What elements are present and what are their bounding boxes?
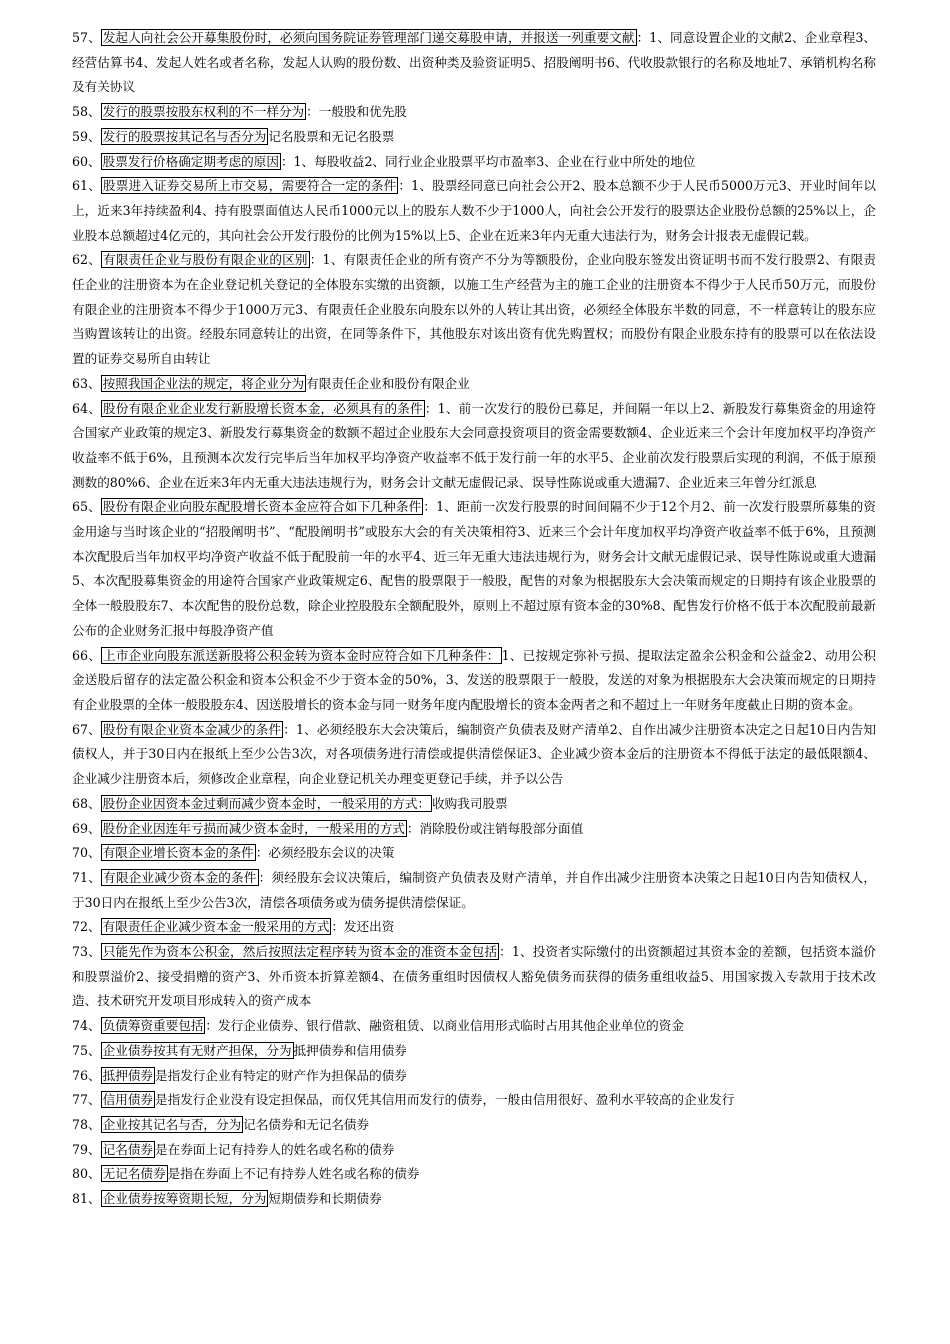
boxed-question: 股票发行价格确定期考虑的原因 — [102, 153, 279, 169]
qa-item — [72, 248, 876, 372]
boxed-question: 有限责任企业减少资本金一般采用的方式 — [102, 919, 330, 935]
boxed-question: 按照我国企业法的规定，将企业分为 — [102, 375, 305, 391]
answer-text: ：消除股份或注销每股部分面值 — [406, 820, 584, 836]
item-number: 79、 — [72, 1141, 101, 1157]
boxed-question: 负债筹资重要包括 — [102, 1018, 204, 1034]
answer-text: 抵押债券和信用债券 — [293, 1042, 407, 1058]
answer-text: ：1、每股收益2、同行业企业股票平均市盈率3、企业在行业中所处的地位 — [280, 153, 696, 169]
qa-item — [72, 915, 876, 940]
boxed-question: 记名债券 — [102, 1141, 153, 1157]
item-number: 62、 — [72, 252, 102, 268]
qa-item — [72, 1088, 876, 1113]
boxed-question: 发起人向社会公开募集股份时，必须向国务院证券管理部门递交募股申请，并报送一列重要文献 — [102, 30, 635, 45]
item-number: 59、 — [72, 128, 101, 144]
item-number: 75、 — [72, 1042, 101, 1058]
answer-text: ：发行企业债券、银行借款、融资租赁、以商业信用形式临时占用其他企业单位的资金 — [205, 1018, 684, 1034]
answer-text: ：1、前一次发行的股份已募足，并间隔一年以上2、新股发行募集资金的用途符合国家产业政策的规定3、新股发行募集资金的数额不超过企业股东大会同意投资项目的资金需要数额4、企业近来三个会计年度加权平均净资产收益率不低于6%，且预测本次发行完毕后当年加权平均净资产收益率不低于发行前一年的水平5、企业前次发行股票后实现的利润，不低于原预测数的80%6、企业在近来3年内无重大违法违规行为，财务会计文献无虚假记录、误导性陈说或重大遗漏7、企业近来三年曾分红派息 — [72, 400, 877, 490]
boxed-question: 只能先作为资本公积金，然后按照法定程序转为资本金的准资本金包括 — [102, 944, 498, 960]
answer-text: ：发还出资 — [331, 919, 395, 935]
qa-item — [72, 817, 876, 842]
answer-text: ：必须经股东会议的决策 — [255, 845, 395, 861]
item-number: 65、 — [72, 499, 101, 515]
item-number: 78、 — [72, 1116, 101, 1132]
answer-text: ：1、投资者实际缴付的出资额超过其资本金的差额，包括资本溢价和股票溢价2、接受捐赠的资产3、外币资本折算差额4、在债务重组时因债权人豁免债务而获得的债务重组收益5、用国家拨入专款用于技术改造、技术研究开发项目形成转入的资产成本 — [72, 944, 877, 1009]
boxed-question: 企业债券按其有无财产担保，分为 — [102, 1042, 292, 1058]
boxed-question: 有限企业减少资本金的条件 — [103, 869, 257, 885]
qa-item — [72, 150, 876, 175]
qa-item — [72, 174, 876, 248]
item-number: 57、 — [72, 30, 101, 45]
answer-text: 记名股票和无记名股票 — [268, 128, 395, 144]
item-number: 72、 — [72, 919, 101, 935]
qa-item — [72, 1138, 876, 1163]
boxed-question: 无记名债券 — [102, 1166, 166, 1182]
answer-text: ：1、有限责任企业的所有资产不分为等额股份，企业向股东签发出资证明书而不发行股票2、有限责任企业的注册资本为在企业登记机关登记的全体股东实缴的出资额，以施工生产经营为主的施工企业的注册资本不得少于人民币50万元，而股份有限企业的注册资本不得少于1000万元3、有限责任企业股东向股东以外的人转让其出资，必须经全体股东半数的同意，不一样意转让的股东应当购置该转让的出资。经股东同意转让的出资，在同等条件下，其他股东对该出资有优先购置权；而股份有限企业股东持有的股票可以在依法设置的证券交易所自由转让 — [72, 252, 877, 367]
answer-text: ：1、必须经股东大会决策后，编制资产负债表及财产清单2、自作出减少注册资本决定之日起10日内告知债权人，并于30日内在报纸上至少公告3次，对各项债务进行清偿或提供清偿保证3、企业减少资本金后的注册资本不得低于法定的最低限额4、企业减少注册资本后，须修改企业章程，向企业登记机关办理变更登记手续，并予以公告 — [72, 721, 876, 787]
answer-text: 有限责任企业和股份有限企业 — [306, 375, 470, 391]
boxed-question: 信用债券 — [102, 1092, 153, 1108]
item-number: 69、 — [72, 820, 101, 836]
boxed-question: 股份企业因连年亏损而减少资本金时，一般采用的方式 — [102, 820, 405, 836]
item-number: 64、 — [72, 400, 102, 416]
boxed-question: 发行的股票按其记名与否分为 — [102, 128, 267, 144]
qa-item — [72, 1162, 876, 1187]
item-number: 66、 — [72, 647, 102, 663]
qa-item — [72, 718, 876, 792]
item-number: 77、 — [72, 1092, 101, 1108]
qa-item — [72, 1064, 876, 1089]
qa-item — [72, 644, 876, 718]
item-number: 70、 — [72, 845, 101, 861]
item-number: 68、 — [72, 795, 101, 811]
item-number: 81、 — [72, 1191, 101, 1207]
answer-text: ：1、距前一次发行股票的时间间隔不少于12个月2、前一次发行股票所募集的资金用途与当时该企业的“招股阐明书”、“配股阐明书”或股东大会的有关决策相符3、近来三个会计年度加权平均净资产收益率不低于6%，且预测本次配股后当年加权平均净资产收益不低于配股前一年的水平4、近三年无重大违法违规行为，财务会计文献无虚假记录、误导性陈说或重大遗漏5、本次配股募集资金的用途符合国家产业政策规定6、配售的股票限于一般股，配售的对象为根据股东大会决策而规定的日期持有该企业股票的全体一般股股东7、本次配售的股份总数，除企业控股股东全额配股外，原则上不超过原有资本金的30%8、配售发行价格不低于本次配股前最新公布的企业财务汇报中每股净资产值 — [72, 499, 876, 638]
answer-text: ：1、同意设置企业的文献2、企业章程3、经营估算书4、发起人姓名或者名称，发起人认购的股份数、出资种类及验资证明5、招股阐明书6、代收股款银行的名称及地址7、承销机构名称及有关协议 — [72, 30, 877, 95]
boxed-question: 企业债券按筹资期长短，分为 — [102, 1191, 267, 1207]
qa-item — [72, 866, 876, 915]
answer-text: 收购我司股票 — [432, 795, 508, 811]
answer-text: 是在券面上记有持券人的姓名或名称的债券 — [155, 1141, 395, 1157]
qa-item — [72, 372, 876, 397]
answer-text: 是指发行企业没有设定担保品，而仅凭其信用而发行的债券，一般由信用很好、盈利水平较高的企业发行 — [155, 1092, 735, 1108]
qa-item — [72, 125, 876, 150]
qa-item — [72, 940, 876, 1014]
qa-item — [72, 26, 876, 100]
boxed-question: 股份有限企业企业发行新股增长资本金，必须具有的条件 — [103, 400, 423, 416]
boxed-question: 股份企业因资本金过剩而减少资本金时，一般采用的方式： — [102, 795, 431, 811]
boxed-question: 抵押债券 — [102, 1067, 153, 1083]
answer-text: ：须经股东会议决策后，编制资产负债表及财产清单，并自作出减少注册资本决策之日起10日内告知债权人，于30日内在报纸上至少公告3次，清偿各项债务或为债务提供清偿保证。 — [72, 869, 877, 910]
boxed-question: 上市企业向股东派送新股将公积金转为资本金时应符合如下几种条件： — [103, 647, 500, 663]
item-number: 63、 — [72, 375, 101, 391]
qa-item — [72, 1039, 876, 1064]
boxed-question: 股份有限企业资本金减少的条件 — [102, 721, 282, 737]
boxed-question: 发行的股票按股东权利的不一样分为 — [102, 104, 305, 120]
qa-item — [72, 1187, 876, 1212]
answer-text: ：一般股和优先股 — [306, 104, 407, 120]
qa-item — [72, 397, 876, 496]
boxed-question: 企业按其记名与否，分为 — [102, 1116, 242, 1132]
answer-text: 是指在券面上不记有持券人姓名或名称的债券 — [167, 1166, 420, 1182]
item-number: 60、 — [72, 153, 101, 169]
item-number: 67、 — [72, 721, 101, 737]
answer-text: 短期债券和长期债券 — [268, 1191, 382, 1207]
answer-text: 是指发行企业有特定的财产作为担保品的债券 — [155, 1067, 407, 1083]
item-number: 61、 — [72, 178, 101, 194]
item-number: 80、 — [72, 1166, 101, 1182]
qa-item — [72, 792, 876, 817]
boxed-question: 有限责任企业与股份有限企业的区别 — [103, 252, 308, 268]
answer-text: ：1、股票经同意已向社会公开2、股本总额不少于人民币5000万元3、开业时间年以上，近来3年持续盈利4、持有股票面值达人民币1000元以上的股东人数不少于1000人，向社会公开发行的股票达企业股份总额的25%以上，企业股本总额超过4亿元的，其向社会公开发行股份的比例为15%以上5、企业在近来3年内无重大违法行为，财务会计报表无虚假记载。 — [72, 178, 877, 243]
qa-item — [72, 1014, 876, 1039]
qa-item — [72, 495, 876, 643]
boxed-question: 股票进入证券交易所上市交易，需要符合一定的条件 — [102, 178, 397, 194]
item-number: 73、 — [72, 944, 101, 960]
item-number: 76、 — [72, 1067, 101, 1083]
qa-item — [72, 1113, 876, 1138]
qa-item — [72, 100, 876, 125]
qa-item — [72, 841, 876, 866]
answer-text: 记名债券和无记名债券 — [243, 1116, 370, 1132]
item-number: 71、 — [72, 869, 102, 885]
answer-text: 1、已按规定弥补亏损、提取法定盈余公积金和公益金2、动用公积金送股后留存的法定盈公积金和资本公积金不少于资本金的50%，3、发送的股票限于一般股，发送的对象为根据股东大会决策而规定的日期持有企业股票的全体一般股股东4、因送股增长的资本金与同一财务年度内配股增长的资本金两者之和不超过上一年财务年度截止日期的资本金。 — [72, 647, 877, 712]
item-number: 58、 — [72, 104, 101, 120]
boxed-question: 股份有限企业向股东配股增长资本金应符合如下几种条件 — [102, 499, 422, 515]
item-number: 74、 — [72, 1018, 101, 1034]
boxed-question: 有限企业增长资本金的条件 — [102, 845, 254, 861]
